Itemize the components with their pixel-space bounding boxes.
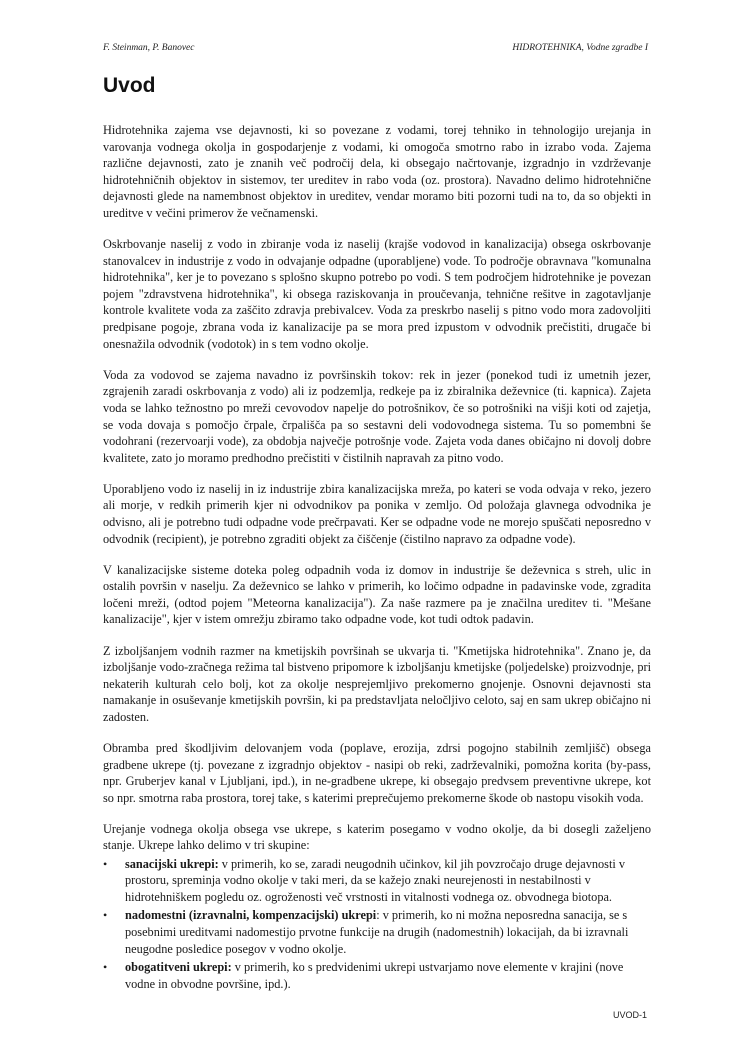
bullet-icon: • <box>103 960 108 975</box>
paragraph-kanalizacija: Uporabljeno vodo iz naselij in iz industrije zbira kanalizacijska mreža, po kateri se voda odvaja v reko, jezero ali morje, v redkih primerih kjer ni odvodnikov pa ponika v zemljo. Od položaja glavnega odvodnika je odvisno, ali je potrebno tudi odpadne vode prečrpavati. Ker se odpadne vode ne morejo spuščati neposredno v odvodnik (recipient), je potrebno zgraditi objekt za čiščenje (čistilno napravo za odpadne vode). <box>103 481 651 546</box>
list-item-term: sanacijski ukrepi: <box>125 856 219 871</box>
page-number: UVOD-1 <box>612 1010 647 1020</box>
list-item-text: : v primerih, ko ni možna neposredna sanacija, se s posebnimi ureditvami nadomestijo prvotne funkcije na drugih (nadomestnih) lokacijah, da bi izravnali neugodne posledice posegov v vodno okolje. <box>125 908 629 956</box>
bullet-icon: • <box>103 856 108 871</box>
list-item-term: obogatitveni ukrepi: <box>125 960 232 975</box>
document-body <box>103 122 651 994</box>
list-item <box>103 907 651 957</box>
paragraph-dezevnica: V kanalizacijske sisteme doteka poleg odpadnih voda iz domov in industrije še deževnica s streh, ulic in ostalih površin v naselju. Za deževnico se lahko v primerih, ko ločimo odpadne in padavinske vode, zgradita ločeni mreži, (odtod pojem "Meteorna kanalizacija"). Za naše razmere pa je značilna ureditev ti. "Mešane kanalizacije", kjer v istem omrežju zbiramo tako odpadne vode, kot tudi odtok padavin. <box>103 562 651 627</box>
paragraph-vodovod: Voda za vodovod se zajema navadno iz površinskih tokov: rek in jezer (ponekod tudi iz umetnih jezer, zgrajenih zaradi oskrbovanja z vodo) ali iz podzemlja, redkeje pa iz zbiralnika deževnice (ti. kapnica). Zajeta voda se lahko težnostno po mreži cevovodov napelje do potrošnikov, če so potrošniki na višji koti od zajetja, se voda dovaja s pomočjo črpale, črpališča pa so sestavni deli vodovodnega sistema. Tu so pomembni še vodohrani (rezervoarji vode), za obdobja največje potrošnje vode. Zajeta voda danes običajno ni dovolj dobre kvalitete, zato jo moramo predhodno prečistiti v čistilnih napravah za pitno vodo. <box>103 367 651 465</box>
header-course-title: HIDROTEHNIKA, Vodne zgradbe I <box>512 43 648 53</box>
header-authors: F. Steinman, P. Banovec <box>103 43 195 53</box>
list-item <box>103 959 651 992</box>
list-item-text: v primerih, ko s predvidenimi ukrepi ustvarjamo nove elemente v krajini (nove vodne in obvodne površine, ipd.). <box>125 960 624 991</box>
paragraph-obramba: Obramba pred škodljivim delovanjem voda (poplave, erozija, zdrsi pogojno stabilnih zemljišč) obsega gradbene ukrepe (tj. povezane z izgradnjo objektov - nasipi ob reki, zadrževalniki, pomožna korita (by-pass, npr. Gruberjev kanal v Ljubljani, ipd.), in ne-gradbene ukrepe, ki obsegajo predvsem preventivne ukrepe, kot so npr. smotrna raba prostora, torej take, s katerimi preprečujemo prekomerne škode ob nastopu visokih voda. <box>103 741 651 805</box>
measures-list <box>103 856 651 993</box>
paragraph-kmetijska: Z izboljšanjem vodnih razmer na kmetijskih površinah se ukvarja ti. "Kmetijska hidrotehnika". Znano je, da izboljšanje vodo-zračnega režima tal bistveno pripomore k izboljšanju kmetijske (poljedelske) proizvodnje, pri nekaterih kulturah celo bolj, kot za okolje nesprejemljivo prekomerno gnojenje. Osnovni dejavnosti sta namakanje in osuševanje kmetijskih površin, ki pa predstavljata neločljivo celoto, saj en sam ukrep običajno ni zadosten. <box>103 643 651 724</box>
page-title: Uvod <box>103 74 156 97</box>
paragraph-urejanje: Urejanje vodnega okolja obsega vse ukrepe, s katerim posegamo v vodno okolje, da bi dosegli zaželjeno stanje. Ukrepe lahko delimo v tri skupine: <box>103 821 651 853</box>
paragraph-hidrotehnika: Hidrotehnika zajema vse dejavnosti, ki so povezane z vodami, torej tehniko in tehnologijo urejanja in varovanja vodnega okolja in gospodarjenje z vodami, ki omogoča smotrno rabo in izrabo voda. Zajema različne dejavnosti, zato je znanih več področij dela, ki obsegajo načrtovanje, izgradnjo in vzdrževanje hidrotehničnih objektov in sistemov, ter ureditev in rabo voda (oz. prostora). Navadno delimo hidrotehnične dejavnosti glede na namembnost objektov in ureditev, vendar moramo biti pozorni tudi na to, da so objekti in ureditve v večini primerov že večnamenski. <box>103 123 651 220</box>
list-item <box>103 856 651 906</box>
list-item-text: v primerih, ko se, zaradi neugodnih učinkov, kil jih povzročajo druge dejavnosti v prostoru, spreminja vodno okolje v taki meri, da se kažejo znaki neurejenosti in nestabilnosti v hidrotehniškem pogledu oz. ogroženosti več vrstnosti in vitalnosti vodnega oz. obvodnega biotopa. <box>125 856 625 904</box>
list-item-term: nadomestni (izravnalni, kompenzacijski) ukrepi <box>125 908 377 923</box>
paragraph-oskrbovanje: Oskrbovanje naselij z vodo in zbiranje voda iz naselij (krajše vodovod in kanalizacija) obsega oskrbovanje stanovalcev in industrije z vodo in odvajanje odpadne (uporabljene) vode. To področje obravnava "komunalna hidrotehnika", ker je to povezano s splošno skupno potrebo po vodi. S tem področjem hidrotehnike je povezan pojem "zdravstvena hidrotehnika", ki obsega raziskovanja in proučevanja, tehnične rešitve in zagotavljanje kontrole kvalitete voda za zaščito zdravja prebivalcev. Voda za preskrbo naselij s pitno vodo mora zadovoljiti predpisane pogoje, zbrana voda iz kanalizacije pa se mora pred izpustom v odvodnik prečistiti, drugače bi onesnažila odvodnik (vodotok) in s tem vodno okolje. <box>103 237 651 351</box>
bullet-icon: • <box>103 908 108 923</box>
